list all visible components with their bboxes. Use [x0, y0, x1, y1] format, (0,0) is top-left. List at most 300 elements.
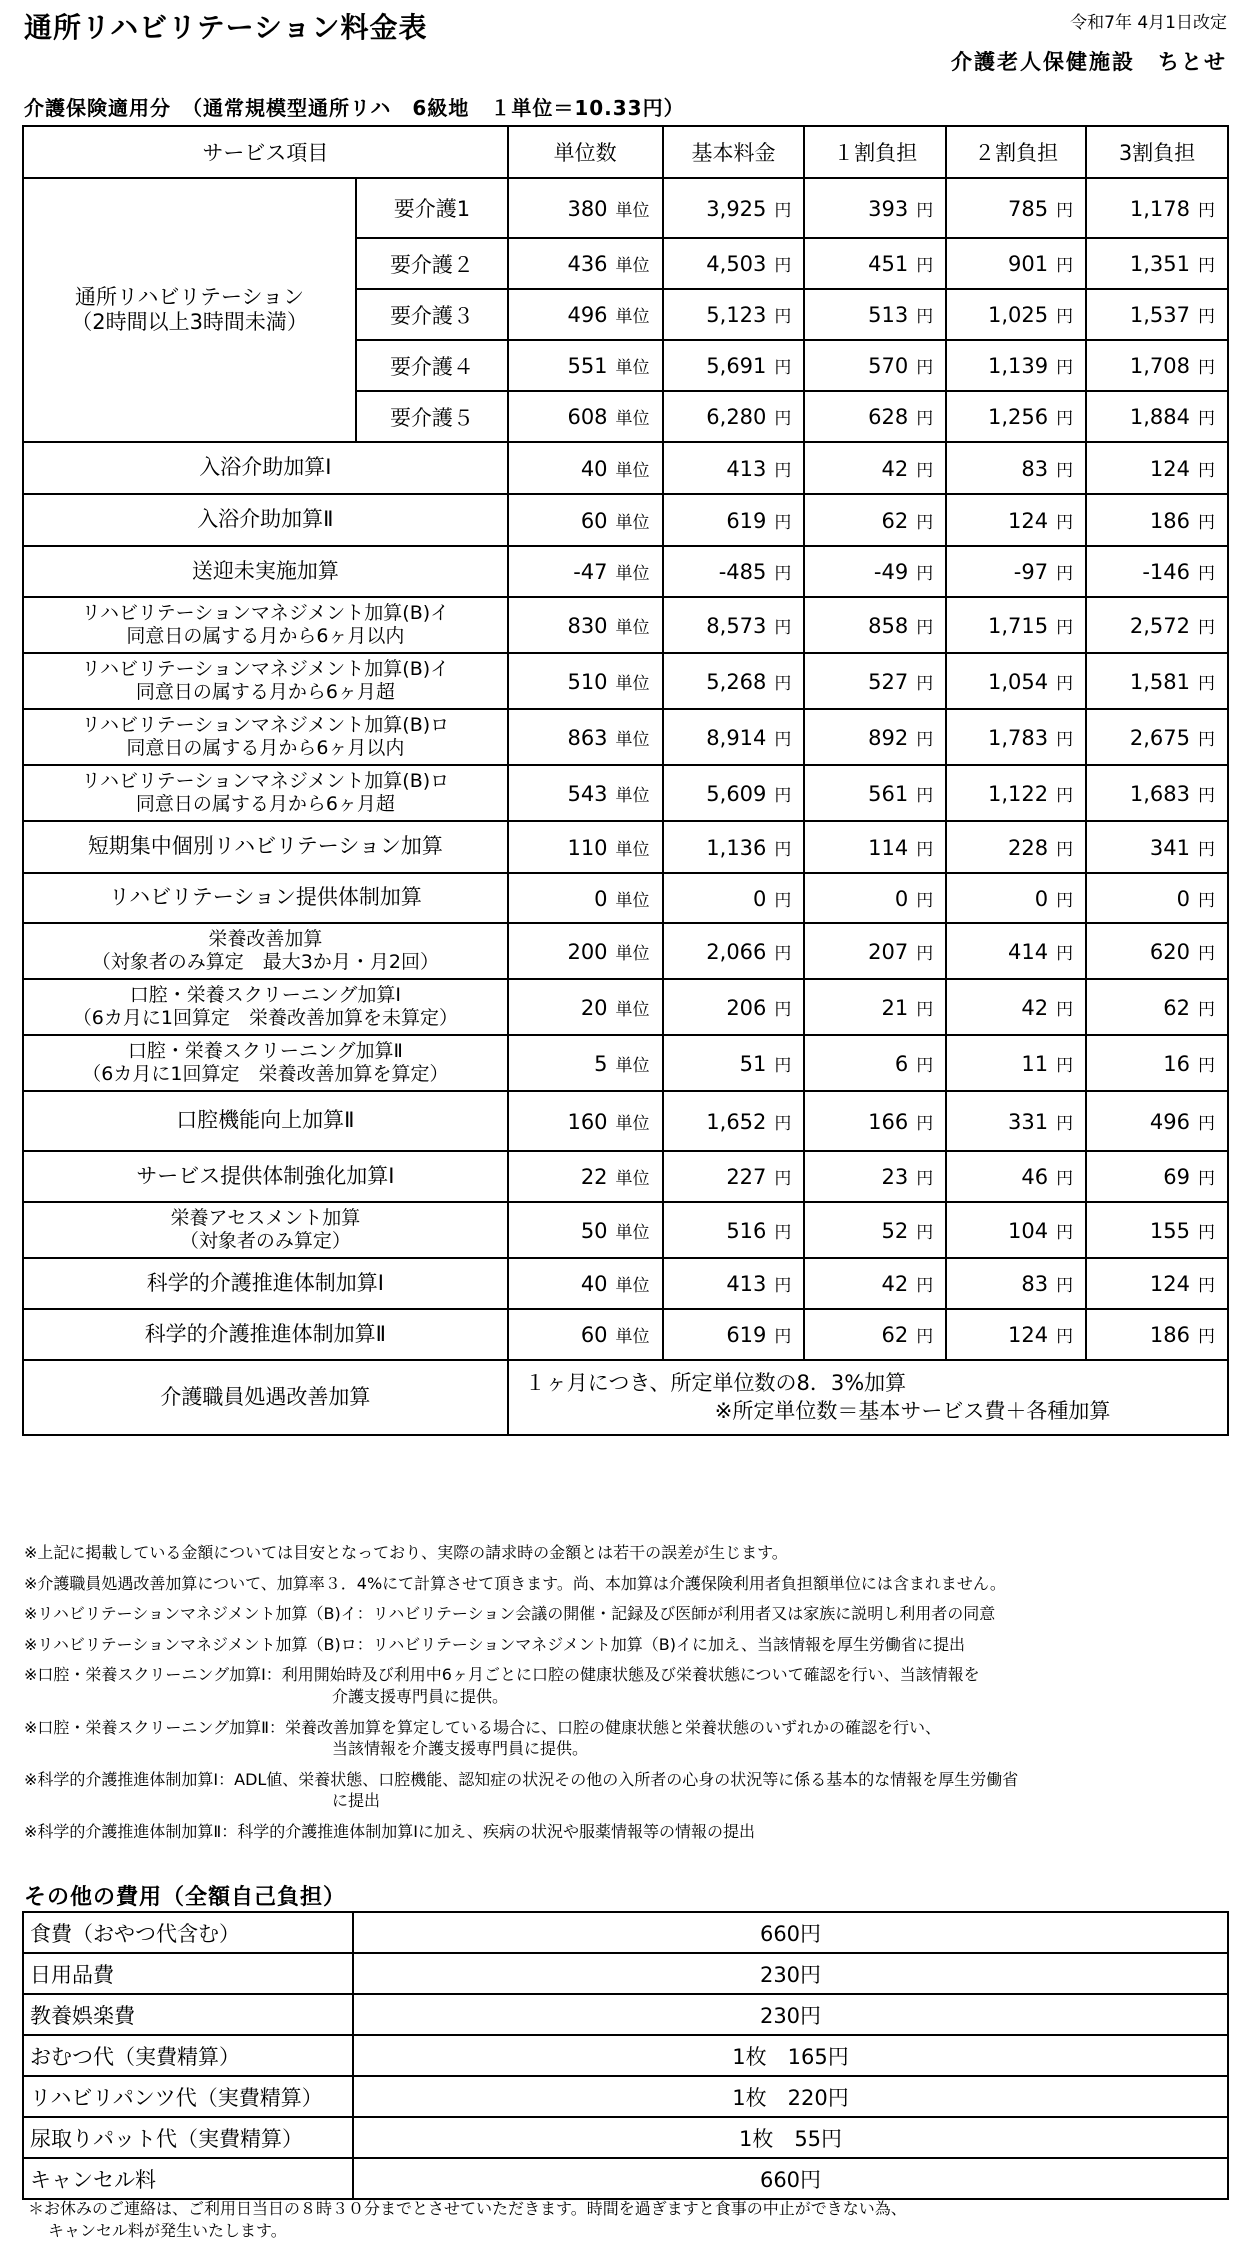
copay-3-cell-suffix: 円 — [1198, 839, 1215, 860]
other-cost-value: 660円 — [353, 1912, 1228, 1953]
copay-3-cell — [1086, 1035, 1228, 1091]
copay-3-cell-suffix: 円 — [1198, 729, 1215, 750]
other-cost-value: 660円 — [353, 2158, 1228, 2199]
units-cell — [508, 1202, 663, 1258]
copay-3-cell-suffix: 円 — [1198, 409, 1215, 429]
copay-2-cell-suffix: 円 — [1056, 1222, 1074, 1243]
addon-name-cell: 入浴介助加算Ⅱ — [23, 494, 508, 546]
table-row — [23, 1309, 1228, 1360]
copay-3-cell — [1086, 1258, 1228, 1309]
copay-3-cell — [1086, 1151, 1228, 1202]
base-fee-cell-value: 5,691 — [706, 354, 767, 378]
table-row — [23, 494, 1228, 546]
copay-2-cell-suffix: 円 — [1056, 409, 1074, 429]
table-row — [23, 1035, 1228, 1091]
table-row — [23, 1151, 1228, 1202]
base-fee-cell-value: 0 — [753, 886, 767, 911]
copay-1-cell-value: 207 — [868, 939, 909, 964]
copay-1-cell-value: 62 — [881, 508, 909, 533]
base-fee-cell-value: 413 — [726, 456, 767, 481]
units-cell-value: 436 — [567, 252, 608, 276]
other-cost-value: 1枚 165円 — [353, 2035, 1228, 2076]
units-cell-value: 543 — [567, 781, 608, 806]
copay-3-cell — [1086, 442, 1228, 494]
units-cell-suffix: 単位 — [615, 1169, 650, 1189]
footnote-line: ＊お休みのご連絡は、ご利用日当日の８時３０分までとさせていただきます。時間を過ぎますと食事の中止ができない為、 — [28, 2199, 907, 2218]
copay-3-cell-value: -146 — [1142, 560, 1190, 584]
copay-2-cell-value: 1,139 — [987, 354, 1049, 378]
treatment-line: ※所定単位数＝基本サービス費＋各種加算 — [714, 1398, 1111, 1423]
units-cell-value: 200 — [567, 939, 608, 964]
units-cell-value: 510 — [567, 669, 608, 694]
base-fee-cell — [663, 1035, 805, 1091]
base-fee-cell-suffix: 円 — [774, 729, 792, 750]
base-fee-cell — [663, 923, 805, 979]
units-cell-value: 40 — [580, 456, 608, 481]
units-cell — [508, 821, 663, 873]
copay-3-cell-suffix: 円 — [1198, 358, 1215, 378]
base-fee-cell-suffix: 円 — [774, 512, 792, 533]
header-2-copay: ２割負担 — [946, 126, 1086, 178]
copay-1-cell-suffix: 円 — [916, 564, 934, 584]
base-fee-cell — [663, 821, 805, 873]
copay-2-cell — [946, 289, 1086, 340]
copay-2-cell — [946, 1035, 1086, 1091]
other-cost-label: 教養娯楽費 — [23, 1994, 353, 2035]
units-cell-suffix: 単位 — [615, 1276, 650, 1296]
units-cell-value: 110 — [567, 835, 608, 860]
units-cell-suffix: 単位 — [615, 673, 650, 694]
other-cost-value: 1枚 220円 — [353, 2076, 1228, 2117]
table-row — [23, 1953, 1228, 1994]
base-fee-cell — [663, 1091, 805, 1151]
copay-2-cell-suffix: 円 — [1056, 1276, 1074, 1296]
base-fee-cell-suffix: 円 — [774, 358, 792, 378]
base-fee-cell-suffix: 円 — [774, 839, 792, 860]
copay-3-cell — [1086, 178, 1228, 238]
copay-1-cell-suffix: 円 — [916, 409, 934, 429]
base-fee-cell-value: 619 — [726, 508, 767, 533]
base-fee-cell-value: 8,573 — [706, 613, 767, 638]
care-level-cell: 要介護４ — [356, 340, 508, 391]
copay-3-cell — [1086, 1091, 1228, 1151]
header-units: 単位数 — [508, 126, 663, 178]
copay-1-cell-suffix: 円 — [916, 307, 934, 327]
header-base-fee: 基本料金 — [663, 126, 805, 178]
base-fee-cell — [663, 979, 805, 1035]
other-cost-value: 230円 — [353, 1953, 1228, 1994]
copay-3-cell-suffix: 円 — [1198, 1327, 1215, 1347]
base-fee-cell-suffix: 円 — [774, 999, 792, 1020]
copay-3-cell — [1086, 597, 1228, 653]
units-cell-value: 5 — [594, 1051, 608, 1076]
addon-name-cell: 科学的介護推進体制加算Ⅰ — [23, 1258, 508, 1309]
table-row — [23, 1360, 1228, 1435]
units-cell-value: 380 — [567, 196, 608, 221]
units-cell-suffix: 単位 — [615, 1113, 650, 1134]
note-item — [24, 1603, 1018, 1625]
copay-3-cell-value: 1,351 — [1129, 252, 1190, 276]
copay-2-cell — [946, 597, 1086, 653]
group-label: 通所リハビリテーション （2時間以上3時間未満） — [23, 178, 356, 442]
copay-2-cell — [946, 821, 1086, 873]
addon-name-cell: リハビリテーション提供体制加算 — [23, 873, 508, 923]
copay-1-cell-value: 42 — [881, 456, 909, 481]
table-row — [23, 178, 1228, 238]
copay-2-cell-value: 1,025 — [987, 303, 1049, 327]
note-text: ※科学的介護推進体制加算Ⅱ：科学的介護推進体制加算Ⅰに加え、疾病の状況や服薬情報等の情報の提出 — [24, 1821, 755, 1841]
copay-3-cell — [1086, 1202, 1228, 1258]
copay-3-cell-value: 1,708 — [1129, 354, 1190, 378]
units-cell — [508, 1258, 663, 1309]
copay-2-cell-value: 414 — [1007, 939, 1049, 964]
copay-1-cell — [804, 1035, 946, 1091]
addon-name-cell: リハビリテーションマネジメント加算(B)ロ 同意日の属する月から6ヶ月超 — [23, 765, 508, 821]
copay-3-cell — [1086, 709, 1228, 765]
copay-2-cell — [946, 1258, 1086, 1309]
copay-2-cell — [946, 1309, 1086, 1360]
copay-1-cell — [804, 821, 946, 873]
copay-1-cell-suffix: 円 — [916, 1055, 934, 1076]
copay-1-cell — [804, 979, 946, 1035]
copay-1-cell-suffix: 円 — [916, 1169, 934, 1189]
units-cell — [508, 923, 663, 979]
copay-1-cell-suffix: 円 — [916, 256, 934, 276]
copay-3-cell-suffix: 円 — [1198, 460, 1215, 481]
units-cell-value: 830 — [567, 613, 608, 638]
units-cell-suffix: 単位 — [615, 512, 650, 533]
units-cell — [508, 1091, 663, 1151]
units-cell-suffix: 単位 — [615, 256, 650, 276]
copay-1-cell-value: 628 — [868, 405, 909, 429]
copay-2-cell-suffix: 円 — [1056, 729, 1074, 750]
units-cell-suffix: 単位 — [615, 409, 650, 429]
copay-3-cell-suffix: 円 — [1198, 1169, 1215, 1189]
copay-2-cell-value: 1,715 — [987, 613, 1049, 638]
units-cell — [508, 1035, 663, 1091]
units-cell-value: 160 — [567, 1109, 608, 1134]
other-cost-label: おむつ代（実費精算） — [23, 2035, 353, 2076]
units-cell-value: 50 — [580, 1218, 608, 1243]
other-cost-value: 230円 — [353, 1994, 1228, 2035]
base-fee-cell — [663, 178, 805, 238]
table-row — [23, 2117, 1228, 2158]
care-level-cell: 要介護５ — [356, 391, 508, 442]
addon-name-cell: 口腔・栄養スクリーニング加算Ⅰ （6カ月に1回算定 栄養改善加算を未算定） — [23, 979, 508, 1035]
addon-name-cell: 送迎未実施加算 — [23, 546, 508, 597]
base-fee-cell-suffix: 円 — [774, 1055, 792, 1076]
copay-1-cell-value: 561 — [868, 781, 909, 806]
note-item — [24, 1821, 1018, 1843]
units-cell — [508, 178, 663, 238]
note-text: ※口腔・栄養スクリーニング加算Ⅱ：栄養改善加算を算定している場合に、口腔の健康状態と栄養状態のいずれかの確認を行い、 — [24, 1717, 941, 1737]
copay-2-cell-suffix: 円 — [1056, 999, 1074, 1020]
copay-2-cell-value: 11 — [1021, 1051, 1049, 1076]
copay-1-cell-suffix: 円 — [916, 460, 934, 481]
table-row — [23, 546, 1228, 597]
copay-3-cell-value: 1,884 — [1129, 405, 1190, 429]
base-fee-cell-suffix: 円 — [774, 1222, 792, 1243]
table-row — [23, 2076, 1228, 2117]
copay-3-cell — [1086, 238, 1228, 289]
copay-3-cell — [1086, 873, 1228, 923]
addon-name-cell: サービス提供体制強化加算Ⅰ — [23, 1151, 508, 1202]
copay-1-cell-suffix: 円 — [916, 729, 934, 750]
units-cell-suffix: 単位 — [615, 785, 650, 806]
section-subtitle: 介護保険適用分 （通常規模型通所リハ 6級地 １単位＝10.33円） — [24, 96, 685, 120]
copay-1-cell-value: 6 — [894, 1051, 909, 1076]
table-row — [23, 765, 1228, 821]
copay-3-cell-suffix: 円 — [1198, 1055, 1215, 1076]
units-cell — [508, 653, 663, 709]
base-fee-cell-suffix: 円 — [774, 617, 792, 638]
table-row — [23, 979, 1228, 1035]
base-fee-cell-value: 4,503 — [706, 252, 767, 276]
base-fee-cell — [663, 546, 805, 597]
base-fee-cell-value: 5,609 — [706, 781, 767, 806]
base-fee-cell-value: 516 — [726, 1218, 767, 1243]
copay-1-cell-value: 42 — [881, 1272, 909, 1296]
copay-2-cell — [946, 979, 1086, 1035]
other-costs-title: その他の費用（全額自己負担） — [24, 1885, 347, 1910]
treatment-description — [508, 1360, 1228, 1435]
copay-3-cell-value: 2,572 — [1129, 613, 1190, 638]
copay-3-cell-value: 155 — [1149, 1218, 1190, 1243]
footnote — [28, 2198, 907, 2241]
table-row — [23, 709, 1228, 765]
base-fee-cell-value: 413 — [726, 1272, 767, 1296]
copay-2-cell-value: 46 — [1021, 1165, 1049, 1189]
copay-2-cell-suffix: 円 — [1056, 1327, 1074, 1347]
copay-1-cell-value: 52 — [881, 1218, 909, 1243]
copay-1-cell-suffix: 円 — [916, 200, 934, 221]
addon-name-cell: 短期集中個別リハビリテーション加算 — [23, 821, 508, 873]
copay-3-cell-value: 0 — [1176, 886, 1190, 911]
copay-1-cell — [804, 923, 946, 979]
other-cost-label: 尿取りパット代（実費精算） — [23, 2117, 353, 2158]
copay-2-cell — [946, 546, 1086, 597]
units-cell-suffix: 単位 — [615, 358, 650, 378]
copay-3-cell-suffix: 円 — [1198, 564, 1215, 584]
copay-1-cell-suffix: 円 — [916, 890, 934, 911]
units-cell — [508, 1151, 663, 1202]
base-fee-cell-suffix: 円 — [774, 943, 792, 964]
copay-3-cell — [1086, 653, 1228, 709]
base-fee-cell-value: 227 — [726, 1165, 767, 1189]
copay-1-cell — [804, 178, 946, 238]
base-fee-cell-value: 1,136 — [706, 835, 767, 860]
units-cell-value: 551 — [567, 354, 608, 378]
copay-3-cell — [1086, 494, 1228, 546]
note-text: ※口腔・栄養スクリーニング加算Ⅰ：利用開始時及び利用中6ヶ月ごとに口腔の健康状態及び栄養状態について確認を行い、当該情報を — [24, 1665, 980, 1685]
units-cell — [508, 340, 663, 391]
copay-1-cell — [804, 442, 946, 494]
base-fee-cell-value: 5,268 — [706, 669, 767, 694]
note-item — [24, 1573, 1018, 1595]
copay-3-cell — [1086, 765, 1228, 821]
copay-2-cell — [946, 765, 1086, 821]
copay-3-cell-value: 341 — [1149, 835, 1190, 860]
table-row — [23, 1994, 1228, 2035]
units-cell — [508, 597, 663, 653]
copay-3-cell-value: 1,178 — [1129, 196, 1190, 221]
copay-1-cell-value: 114 — [868, 835, 909, 860]
note-item — [24, 1542, 1018, 1564]
copay-1-cell-suffix: 円 — [916, 999, 934, 1020]
copay-1-cell-value: 21 — [881, 995, 909, 1020]
base-fee-cell-value: 206 — [726, 995, 767, 1020]
addon-name-cell: 栄養アセスメント加算 （対象者のみ算定） — [23, 1202, 508, 1258]
copay-1-cell-suffix: 円 — [916, 943, 934, 964]
copay-1-cell — [804, 238, 946, 289]
other-cost-label: キャンセル料 — [23, 2158, 353, 2199]
copay-3-cell-suffix: 円 — [1198, 512, 1215, 533]
units-cell-value: 0 — [594, 886, 608, 911]
addon-name-cell: 栄養改善加算 （対象者のみ算定 最大3か月・月2回） — [23, 923, 508, 979]
copay-3-cell-value: 1,581 — [1129, 669, 1190, 694]
base-fee-cell-value: 51 — [739, 1051, 767, 1076]
footnote-line: キャンセル料が発生いたします。 — [48, 2220, 287, 2240]
units-cell — [508, 1309, 663, 1360]
copay-3-cell — [1086, 821, 1228, 873]
copay-2-cell-suffix: 円 — [1056, 890, 1074, 911]
copay-1-cell — [804, 653, 946, 709]
note-item — [24, 1634, 1018, 1656]
addon-name-cell: リハビリテーションマネジメント加算(B)イ 同意日の属する月から6ヶ月以内 — [23, 597, 508, 653]
units-cell-suffix: 単位 — [615, 943, 650, 964]
base-fee-cell — [663, 597, 805, 653]
copay-2-cell-suffix: 円 — [1056, 617, 1074, 638]
copay-3-cell-suffix: 円 — [1198, 890, 1215, 911]
copay-1-cell-value: 23 — [881, 1165, 909, 1189]
units-cell-value: 40 — [580, 1272, 608, 1296]
copay-1-cell-value: 527 — [868, 669, 909, 694]
copay-2-cell-suffix: 円 — [1056, 943, 1074, 964]
copay-2-cell-value: 1,783 — [987, 725, 1049, 750]
copay-1-cell-suffix: 円 — [916, 1327, 934, 1347]
copay-3-cell-suffix: 円 — [1198, 1276, 1215, 1296]
units-cell-value: -47 — [573, 560, 608, 584]
base-fee-cell-suffix: 円 — [774, 1327, 792, 1347]
copay-1-cell — [804, 289, 946, 340]
copay-2-cell-value: 104 — [1007, 1218, 1049, 1243]
copay-3-cell — [1086, 340, 1228, 391]
base-fee-cell — [663, 289, 805, 340]
copay-3-cell-suffix: 円 — [1198, 785, 1215, 806]
copay-2-cell-value: -97 — [1013, 560, 1049, 584]
base-fee-cell-suffix: 円 — [774, 673, 792, 694]
copay-2-cell-value: 901 — [1007, 252, 1049, 276]
units-cell — [508, 391, 663, 442]
note-text: ※科学的介護推進体制加算Ⅰ：ADL値、栄養状態、口腔機能、認知症の状況その他の入所者の心身の状況等に係る基本的な情報を厚生労働省 — [24, 1769, 1019, 1789]
base-fee-cell — [663, 765, 805, 821]
copay-3-cell-value: 62 — [1163, 995, 1190, 1020]
copay-3-cell — [1086, 1309, 1228, 1360]
copay-2-cell-suffix: 円 — [1056, 307, 1074, 327]
units-cell-suffix: 単位 — [615, 1055, 650, 1076]
copay-3-cell-suffix: 円 — [1198, 673, 1215, 694]
copay-2-cell-value: 42 — [1021, 995, 1049, 1020]
copay-2-cell — [946, 442, 1086, 494]
treatment-line: １ヶ月につき、所定単位数の8．3%加算 — [524, 1371, 907, 1396]
other-cost-value: 1枚 55円 — [353, 2117, 1228, 2158]
copay-1-cell-suffix: 円 — [916, 617, 934, 638]
header-service: サービス項目 — [23, 126, 508, 178]
copay-1-cell — [804, 546, 946, 597]
copay-2-cell-value: 1,256 — [987, 405, 1049, 429]
copay-1-cell-suffix: 円 — [916, 1276, 934, 1296]
base-fee-cell-suffix: 円 — [774, 564, 792, 584]
base-fee-cell-value: 8,914 — [706, 725, 767, 750]
copay-1-cell-value: 0 — [894, 886, 909, 911]
table-row — [23, 2035, 1228, 2076]
copay-1-cell-suffix: 円 — [916, 358, 934, 378]
copay-1-cell — [804, 1258, 946, 1309]
base-fee-cell-value: 1,652 — [706, 1109, 767, 1134]
addon-name-cell: 口腔・栄養スクリーニング加算Ⅱ （6カ月に1回算定 栄養改善加算を算定） — [23, 1035, 508, 1091]
units-cell-suffix: 単位 — [615, 617, 650, 638]
base-fee-cell — [663, 340, 805, 391]
units-cell-suffix: 単位 — [615, 729, 650, 750]
copay-2-cell-suffix: 円 — [1056, 512, 1074, 533]
note-text: ※リハビリテーションマネジメント加算（B)ロ：リハビリテーションマネジメント加算（B)イに加え、当該情報を厚生労働省に提出 — [24, 1634, 965, 1654]
copay-2-cell — [946, 709, 1086, 765]
units-cell — [508, 289, 663, 340]
units-cell-suffix: 単位 — [615, 839, 650, 860]
copay-3-cell-suffix: 円 — [1198, 617, 1215, 638]
copay-2-cell — [946, 391, 1086, 442]
other-cost-label: 日用品費 — [23, 1953, 353, 1994]
base-fee-cell-suffix: 円 — [774, 200, 792, 221]
copay-3-cell-value: 69 — [1163, 1165, 1190, 1189]
copay-1-cell-suffix: 円 — [916, 839, 934, 860]
base-fee-cell-suffix: 円 — [774, 1276, 792, 1296]
base-fee-cell-suffix: 円 — [774, 409, 792, 429]
addon-name-cell: 介護職員処遇改善加算 — [23, 1360, 508, 1435]
other-cost-label: リハビリパンツ代（実費精算） — [23, 2076, 353, 2117]
other-costs-table — [22, 1911, 1229, 2200]
units-cell-suffix: 単位 — [615, 890, 650, 911]
base-fee-cell — [663, 494, 805, 546]
base-fee-cell-value: 5,123 — [706, 303, 767, 327]
copay-3-cell-value: 620 — [1149, 939, 1190, 964]
facility-name: 介護老人保健施設 ちとせ — [951, 50, 1227, 74]
copay-1-cell-value: 62 — [881, 1323, 909, 1347]
copay-2-cell-value: 1,122 — [987, 781, 1049, 806]
copay-1-cell-value: 451 — [868, 252, 909, 276]
copay-2-cell — [946, 238, 1086, 289]
care-level-cell: 要介護２ — [356, 238, 508, 289]
units-cell-suffix: 単位 — [615, 564, 650, 584]
copay-2-cell-value: 0 — [1034, 886, 1049, 911]
units-cell-value: 60 — [580, 508, 608, 533]
copay-1-cell-value: 858 — [868, 613, 909, 638]
units-cell-value: 60 — [580, 1323, 608, 1347]
copay-2-cell — [946, 923, 1086, 979]
units-cell-value: 608 — [567, 405, 608, 429]
copay-2-cell-value: 83 — [1021, 456, 1049, 481]
note-text: ※上記に掲載している金額については目安となっており、実際の請求時の金額とは若干の誤差が生じます。 — [24, 1543, 788, 1562]
note-text: ※介護職員処遇改善加算について、加算率３．4%にて計算させて頂きます。尚、本加算は介護保険利用者負担額単位には含まれません。 — [24, 1573, 1006, 1593]
note-continuation: 当該情報を介護支援専門員に提供。 — [332, 1739, 589, 1759]
copay-2-cell-suffix: 円 — [1056, 839, 1074, 860]
care-level-cell: 要介護３ — [356, 289, 508, 340]
base-fee-cell-value: -485 — [718, 560, 767, 584]
addon-name-cell: 科学的介護推進体制加算Ⅱ — [23, 1309, 508, 1360]
addon-name-cell: リハビリテーションマネジメント加算(B)ロ 同意日の属する月から6ヶ月以内 — [23, 709, 508, 765]
copay-1-cell-suffix: 円 — [916, 1113, 934, 1134]
copay-1-cell-value: 892 — [868, 725, 909, 750]
